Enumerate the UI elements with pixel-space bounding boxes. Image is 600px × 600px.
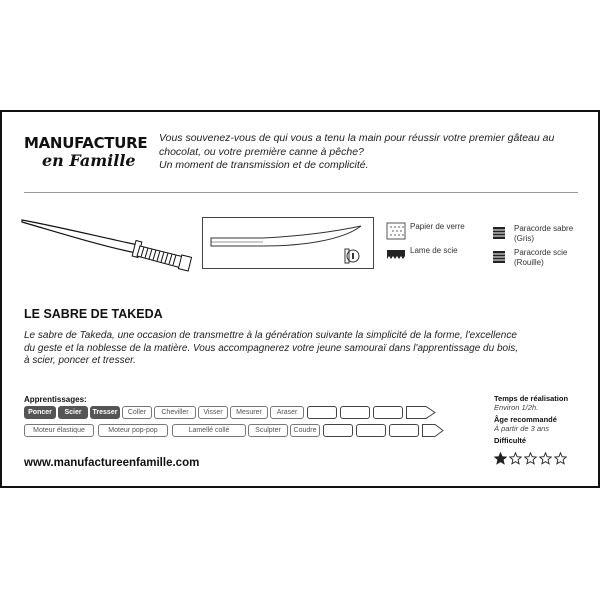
project-info <box>494 394 594 445</box>
material-label: Papier de verre <box>410 222 465 231</box>
material-saw-blade <box>386 246 458 264</box>
intro-text <box>159 132 587 173</box>
description-line: Le sabre de Takeda, une occasion de transmettre à la génération suivante la simplicité de la forme, l'excellence <box>24 330 517 341</box>
pencil-tag-icon <box>422 424 444 437</box>
material-paracord-rust <box>490 248 567 268</box>
intro-line: Un moment de transmission et de complicité. <box>159 159 369 171</box>
skill-tag-empty <box>307 406 337 419</box>
materials-list <box>386 222 586 282</box>
skill-tag: Moteur élastique <box>24 424 94 437</box>
product-title: LE SABRE DE TAKEDA <box>24 307 163 321</box>
sandpaper-icon <box>386 222 406 240</box>
skill-tag-empty <box>373 406 403 419</box>
description-line: à scier, poncer et tresser. <box>24 355 136 366</box>
material-label: Lame de scie <box>410 246 458 255</box>
skill-tag: Mesurer <box>230 406 268 419</box>
material-paracord-grey <box>490 224 573 244</box>
intro-line: Vous souvenez-vous de qui vous a tenu la main pour réussir votre premier gâteau au <box>159 132 555 144</box>
star-empty-icon <box>524 452 537 465</box>
skill-tag: Sculpter <box>248 424 288 437</box>
divider <box>24 192 578 193</box>
age-value: À partir de 3 ans <box>494 424 550 433</box>
sword-template-illustration <box>202 217 374 269</box>
star-filled-icon <box>494 452 507 465</box>
star-empty-icon <box>509 452 522 465</box>
skill-tag-empty <box>389 424 419 437</box>
age-label: Âge recommandé <box>494 415 557 424</box>
skill-tag-empty <box>323 424 353 437</box>
skill-tag-empty <box>340 406 370 419</box>
skill-tag: Tresser <box>90 406 120 419</box>
skill-tag: Araser <box>270 406 304 419</box>
skill-tag: Visser <box>198 406 228 419</box>
skill-tag: Coller <box>122 406 152 419</box>
star-empty-icon <box>539 452 552 465</box>
paracord-icon <box>490 248 510 266</box>
time-value: Environ 1/2h. <box>494 403 539 412</box>
difficulty-rating <box>494 452 567 465</box>
skills-row-2 <box>24 424 444 438</box>
skill-tag-empty <box>356 424 386 437</box>
material-label <box>514 248 567 268</box>
skill-tag: Cheviller <box>154 406 196 419</box>
saw-blade-icon <box>386 246 406 264</box>
skill-tag: Lamellé collé <box>172 424 246 437</box>
material-label-line: (Rouille) <box>514 258 544 267</box>
product-card <box>0 110 600 488</box>
website-url: www.manufactureenfamille.com <box>24 457 200 469</box>
skill-tag: Coudre <box>290 424 320 437</box>
apprentissages-label: Apprentissages: <box>24 395 87 404</box>
difficulty-label: Difficulté <box>494 436 527 445</box>
material-label-line: Paracorde scie <box>514 248 568 257</box>
logo-line2: en Famille <box>42 151 136 170</box>
skill-tag: Scier <box>58 406 88 419</box>
intro-line: chocolat, ou votre première canne à pêche? <box>159 145 364 158</box>
sword-illustration <box>20 205 198 275</box>
time-label: Temps de réalisation <box>494 394 569 403</box>
pencil-tag-icon <box>406 406 436 419</box>
skills-row-1 <box>24 406 444 420</box>
product-description <box>24 330 582 368</box>
material-label-line: Paracorde sabre <box>514 224 574 233</box>
logo-line1: MANUFACTURE <box>24 134 148 152</box>
material-label <box>514 224 573 244</box>
brand-logo <box>24 134 148 182</box>
description-line: du geste et la noblesse de la matière. Vous accompagnerez votre jeune samouraï dans l'apprentissage du bois, <box>24 342 519 354</box>
skill-tag: Moteur pop-pop <box>98 424 168 437</box>
star-empty-icon <box>554 452 567 465</box>
paracord-icon <box>490 224 510 242</box>
material-sandpaper <box>386 222 465 240</box>
material-label-line: (Gris) <box>514 234 534 243</box>
skill-tag: Poncer <box>24 406 56 419</box>
